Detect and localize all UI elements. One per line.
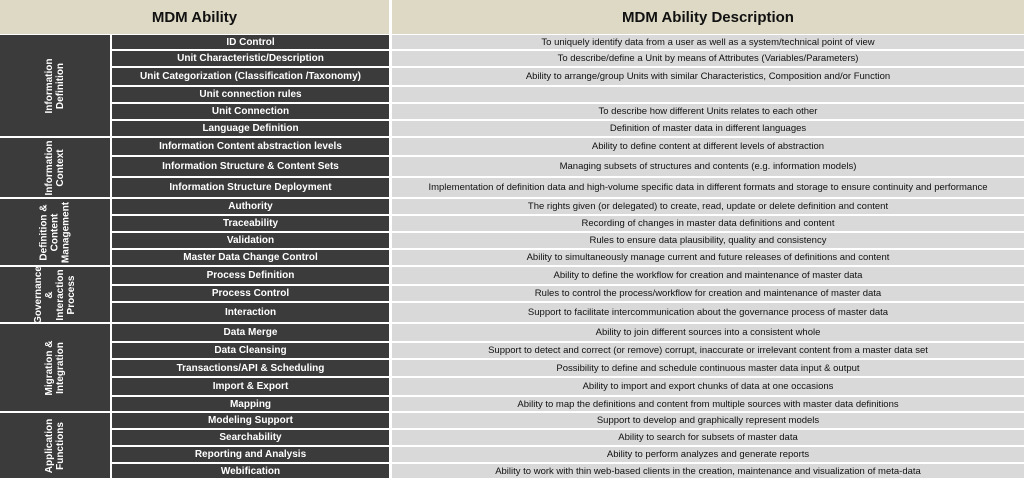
ability-cell: Traceability <box>112 216 389 233</box>
ability-cell: Unit Categorization (Classification /Taxonomy) <box>112 68 389 87</box>
group-label: Governance & Interaction Process <box>33 265 77 324</box>
ability-cell: Unit Connection <box>112 104 389 121</box>
group-cell <box>0 267 110 324</box>
description-cell: Ability to perform analyzes and generate reports <box>392 447 1024 464</box>
description-cell: Rules to control the process/workflow for creation and maintenance of master data <box>392 286 1024 303</box>
ability-cell: Information Content abstraction levels <box>112 138 389 157</box>
ability-cell: Data Merge <box>112 324 389 343</box>
group-label: Information Context <box>44 140 66 195</box>
ability-cell: Interaction <box>112 303 389 324</box>
description-cell <box>392 87 1024 104</box>
ability-cell: Master Data Change Control <box>112 250 389 267</box>
description-cell: Ability to work with thin web-based clients in the creation, maintenance and visualization of meta-data <box>392 464 1024 480</box>
group-cell <box>0 35 110 138</box>
group-label: Definition & Content Management <box>38 201 72 263</box>
description-cell: To describe/define a Unit by means of Attributes (Variables/Parameters) <box>392 51 1024 68</box>
ability-cell: Import & Export <box>112 378 389 397</box>
ability-cell: Searchability <box>112 430 389 447</box>
description-cell: Ability to map the definitions and content from multiple sources with master data definitions <box>392 397 1024 413</box>
description-cell: Ability to join different sources into a consistent whole <box>392 324 1024 343</box>
header-description: MDM Ability Description <box>392 0 1024 34</box>
description-cell: The rights given (or delegated) to create, read, update or delete definition and content <box>392 199 1024 216</box>
ability-cell: Unit connection rules <box>112 87 389 104</box>
description-cell: Definition of master data in different languages <box>392 121 1024 138</box>
group-cell <box>0 199 110 267</box>
ability-cell: Validation <box>112 233 389 250</box>
description-cell: Ability to arrange/group Units with similar Characteristics, Composition and/or Function <box>392 68 1024 87</box>
group-label: Information Definition <box>44 58 66 113</box>
description-cell: Support to detect and correct (or remove) corrupt, inaccurate or irrelevant content from a master data set <box>392 343 1024 360</box>
group-cell <box>0 324 110 413</box>
ability-cell: Reporting and Analysis <box>112 447 389 464</box>
description-cell: Support to develop and graphically represent models <box>392 413 1024 430</box>
ability-cell: Data Cleansing <box>112 343 389 360</box>
ability-cell: Mapping <box>112 397 389 413</box>
ability-cell: Process Control <box>112 286 389 303</box>
ability-cell: Webification <box>112 464 389 480</box>
description-cell: Possibility to define and schedule continuous master data input & output <box>392 360 1024 378</box>
description-cell: Ability to simultaneously manage current and future releases of definitions and content <box>392 250 1024 267</box>
ability-cell: Information Structure Deployment <box>112 178 389 199</box>
description-cell: Implementation of definition data and high-volume specific data in different formats and storage to ensure continuity and performance <box>392 178 1024 199</box>
ability-cell: Unit Characteristic/Description <box>112 51 389 68</box>
header-ability: MDM Ability <box>0 0 389 34</box>
ability-cell: Transactions/API & Scheduling <box>112 360 389 378</box>
group-cell <box>0 138 110 199</box>
description-cell: Ability to define the workflow for creation and maintenance of master data <box>392 267 1024 286</box>
description-cell: To uniquely identify data from a user as well as a system/technical point of view <box>392 35 1024 51</box>
ability-cell: Process Definition <box>112 267 389 286</box>
description-cell: Rules to ensure data plausibility, quality and consistency <box>392 233 1024 250</box>
ability-cell: Language Definition <box>112 121 389 138</box>
ability-cell: Authority <box>112 199 389 216</box>
group-cell <box>0 413 110 480</box>
group-label: Application Functions <box>44 418 66 473</box>
description-cell: Ability to define content at different levels of abstraction <box>392 138 1024 157</box>
description-cell: To describe how different Units relates to each other <box>392 104 1024 121</box>
ability-cell: Modeling Support <box>112 413 389 430</box>
description-cell: Managing subsets of structures and contents (e.g. information models) <box>392 157 1024 178</box>
group-label: Migration & Integration <box>44 340 66 395</box>
ability-cell: ID Control <box>112 35 389 51</box>
ability-cell: Information Structure & Content Sets <box>112 157 389 178</box>
description-cell: Ability to search for subsets of master data <box>392 430 1024 447</box>
description-cell: Support to facilitate intercommunication about the governance process of master data <box>392 303 1024 324</box>
description-cell: Ability to import and export chunks of data at one occasions <box>392 378 1024 397</box>
description-cell: Recording of changes in master data definitions and content <box>392 216 1024 233</box>
